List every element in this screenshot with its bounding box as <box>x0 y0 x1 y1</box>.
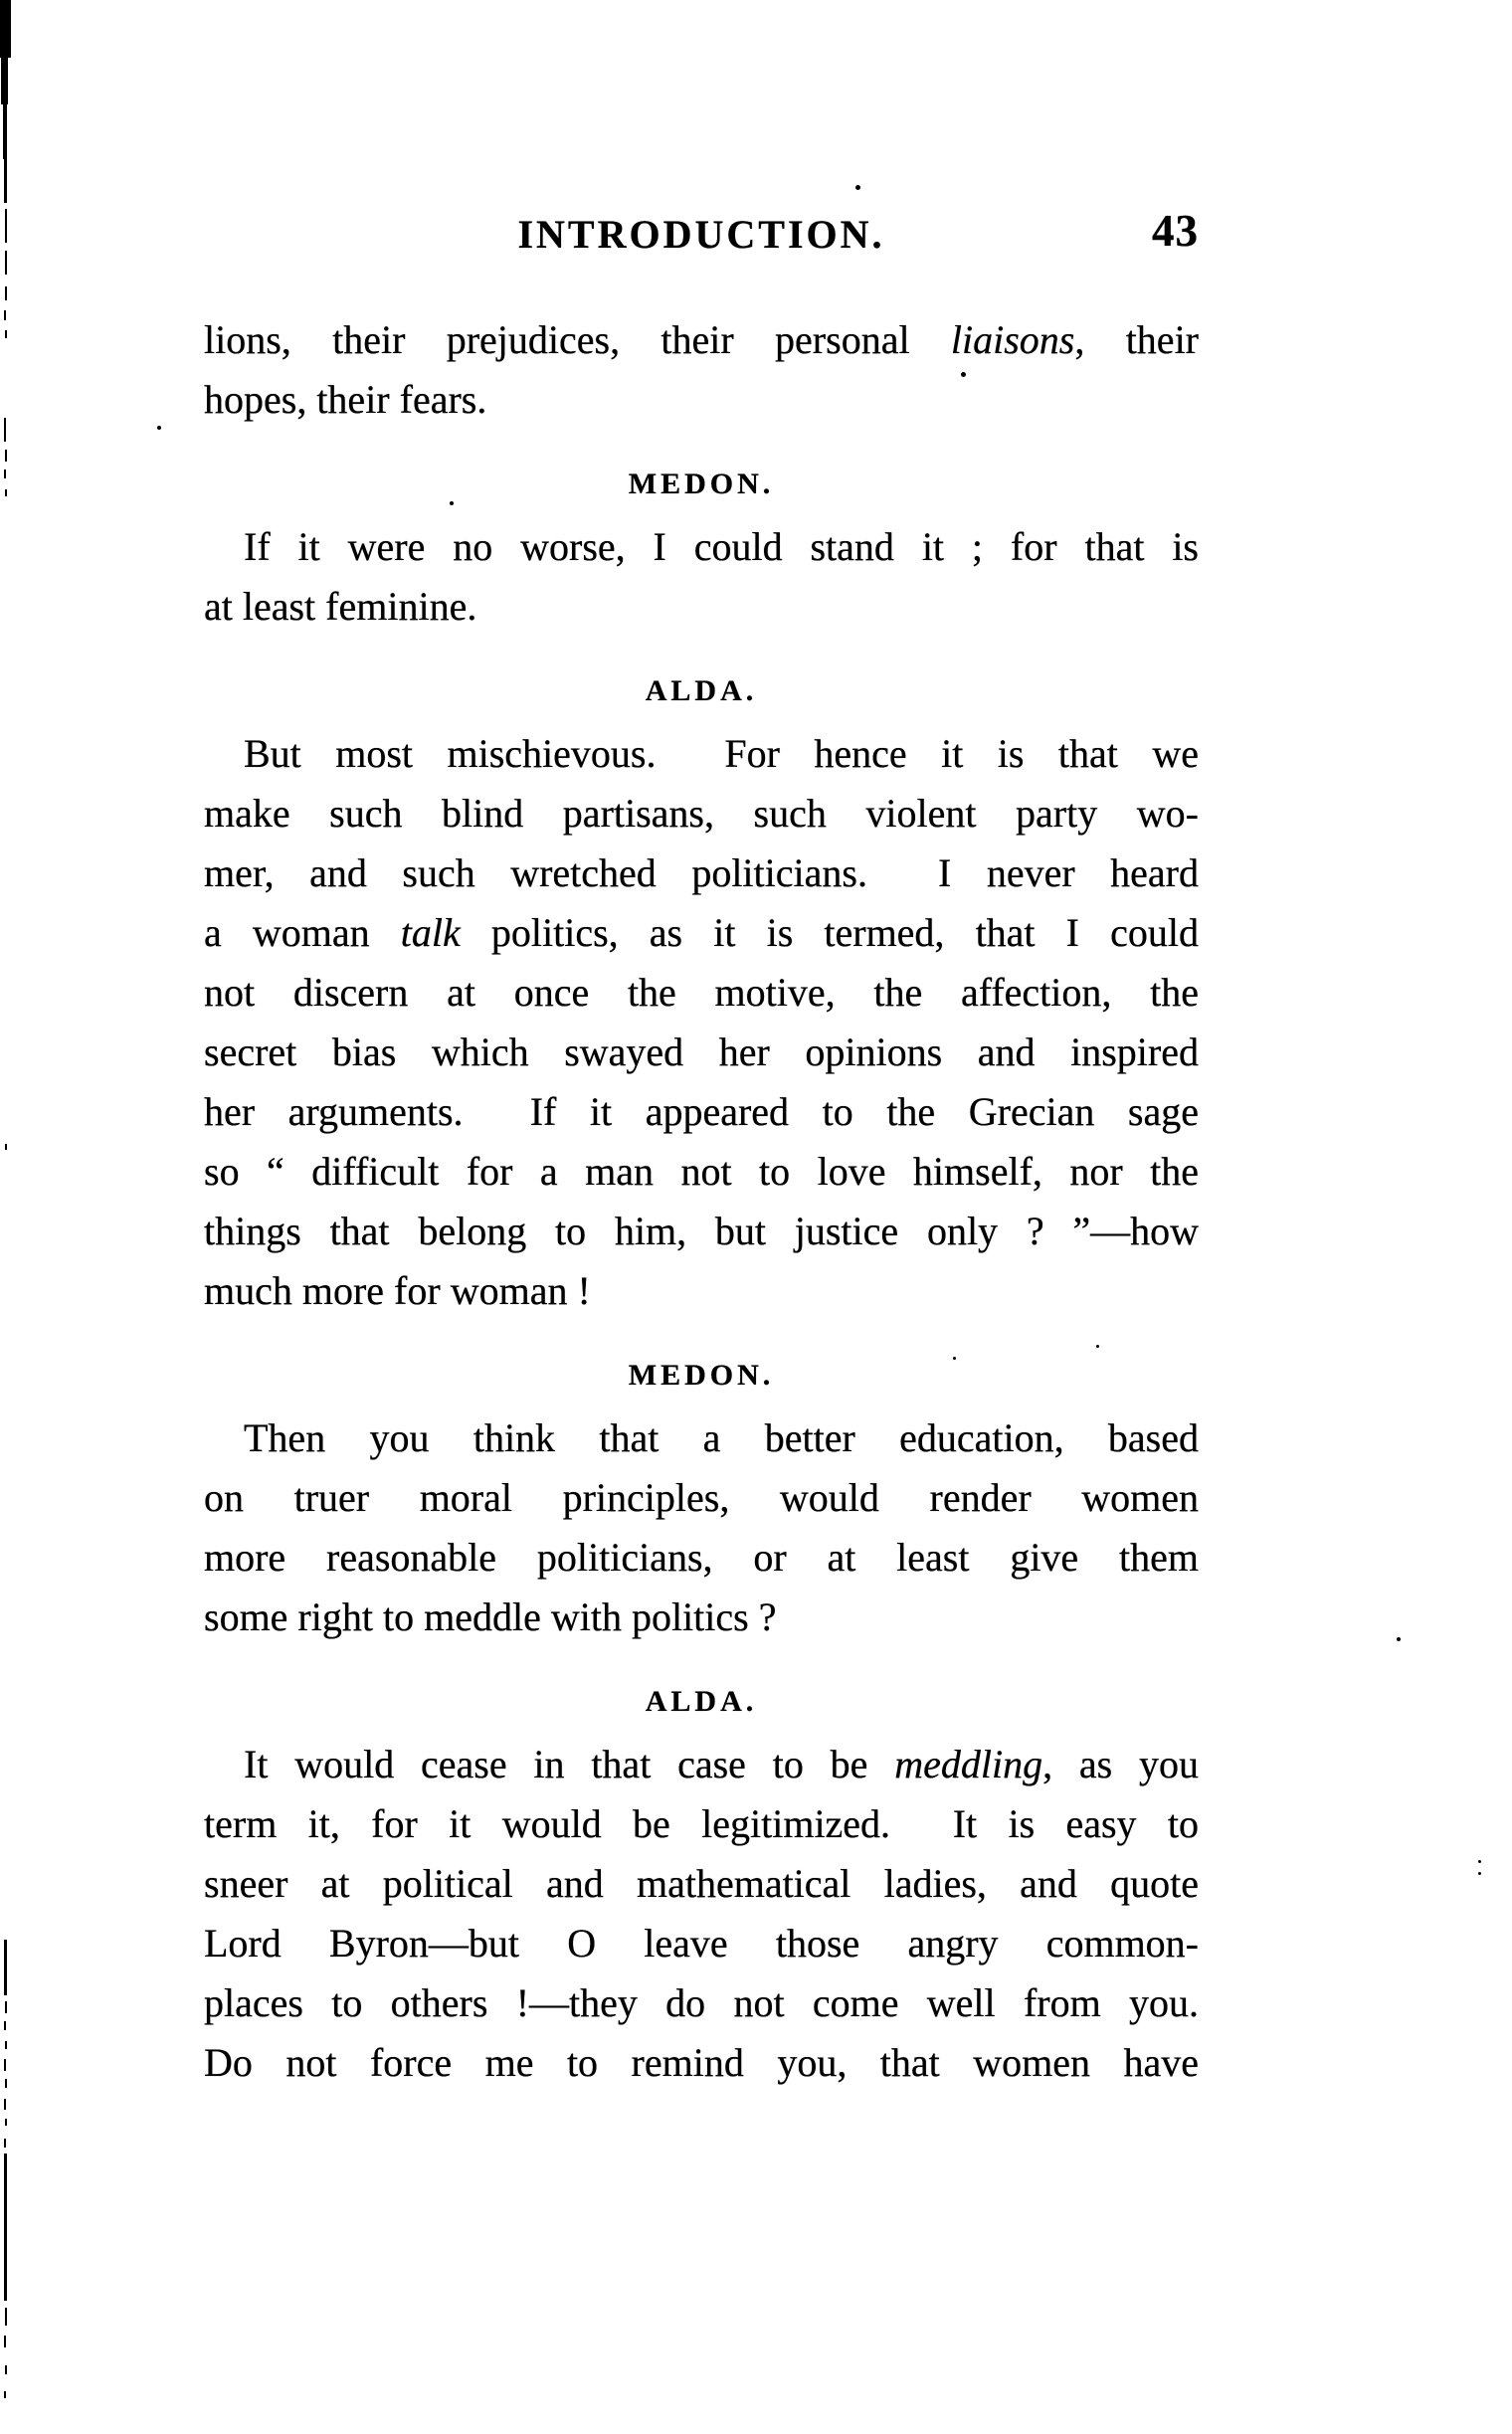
text-line: It would cease in that case to be meddling, as you <box>244 1742 1199 1786</box>
scan-edge-mark <box>5 251 7 275</box>
paragraph <box>204 1408 1199 1647</box>
text-line: make such blind partisans, such violent party wo- <box>204 791 1199 836</box>
scan-edge-mark <box>4 418 6 442</box>
scan-edge-mark <box>5 330 7 338</box>
scan-edge-mark <box>5 286 7 300</box>
scan-edge-mark <box>4 2021 6 2030</box>
text-line: hopes, their fears. <box>204 377 487 422</box>
text-line: on truer moral principles, would render women <box>204 1475 1199 1520</box>
text-line: at least feminine. <box>204 584 477 629</box>
page-title: INTRODUCTION. <box>517 212 885 257</box>
scan-speck <box>953 1357 956 1360</box>
text-line: her arguments. If it appeared to the Grecian sage <box>204 1089 1199 1134</box>
scan-edge-mark <box>4 2153 7 2301</box>
text-line: some right to meddle with politics ? <box>204 1594 777 1639</box>
scan-edge-mark <box>5 2119 7 2126</box>
text-line: things that belong to him, but justice only ? ”—how <box>204 1209 1199 1253</box>
speaker-heading: ALDA. <box>645 674 758 707</box>
text-line: sneer at political and mathematical ladies, and quote <box>204 1861 1199 1906</box>
text-line: so “ difficult for a man not to love himself, nor the <box>204 1149 1199 1194</box>
scan-edge-mark <box>4 2391 6 2398</box>
scan-edge-mark <box>5 2041 7 2049</box>
scan-edge-mark <box>5 1144 7 1150</box>
scan-speck <box>855 185 860 190</box>
text-line: more reasonable politicians, or at least give them <box>204 1535 1199 1580</box>
text-block <box>204 310 1199 2093</box>
text-line: Lord Byron—but O leave those angry common- <box>204 1921 1199 1966</box>
scan-edge-mark <box>1 50 8 104</box>
scan-edge-mark <box>4 2139 6 2148</box>
speaker-heading: ALDA. <box>645 1685 758 1718</box>
paragraph <box>204 517 1199 637</box>
scan-edge-mark <box>4 469 6 478</box>
scan-edge-mark <box>4 157 7 203</box>
scan-edge-mark <box>5 2365 7 2374</box>
scan-speck <box>157 426 161 430</box>
scan-speck <box>1478 1860 1481 1863</box>
scan-edge-mark <box>5 209 7 243</box>
paragraph <box>204 1735 1199 2093</box>
text-line: places to others !—they do not come well from you. <box>204 1980 1199 2025</box>
scan-edge-mark <box>5 450 7 462</box>
speaker-heading: MEDON. <box>628 468 775 500</box>
paragraph <box>204 310 1199 430</box>
scan-edge-mark <box>5 2308 7 2326</box>
text-line: If it were no worse, I could stand it ; for that is <box>244 524 1199 569</box>
text-line: Do not force me to remind you, that women have <box>204 2040 1199 2085</box>
scan-edge-mark <box>5 2079 7 2088</box>
scan-edge-mark <box>4 310 6 320</box>
text-line: But most mischievous. For hence it is that we <box>244 731 1199 776</box>
scan-edge-mark <box>5 489 7 496</box>
paragraph <box>204 724 1199 1321</box>
text-line: lions, their prejudices, their personal liaisons, their <box>204 317 1199 362</box>
scan-edge-mark <box>3 99 7 159</box>
text-line: Then you think that a better education, based <box>244 1415 1199 1460</box>
text-line: secret bias which swayed her opinions and inspired <box>204 1030 1199 1074</box>
scan-speck <box>450 501 454 505</box>
scan-edge-mark <box>4 2099 6 2110</box>
text-line: term it, for it would be legitimized. It is easy to <box>204 1801 1199 1846</box>
scan-speck <box>1478 1872 1481 1875</box>
text-line: much more for woman ! <box>204 1268 591 1313</box>
page-number: 43 <box>1152 206 1199 256</box>
scan-speck <box>1096 1345 1099 1348</box>
scan-speck <box>961 372 966 377</box>
text-line: mer, and such wretched politicians. I never heard <box>204 850 1199 895</box>
text-line: a woman talk politics, as it is termed, that I could <box>204 910 1199 955</box>
scan-speck <box>1397 1637 1401 1641</box>
scan-edge-mark <box>5 2001 7 2013</box>
scan-edge-mark <box>4 1940 7 1995</box>
speaker-heading: MEDON. <box>628 1359 775 1392</box>
scan-edge-mark <box>4 2059 6 2071</box>
text-line: not discern at once the motive, the affection, the <box>204 970 1199 1015</box>
scan-edge-mark <box>4 2336 6 2347</box>
